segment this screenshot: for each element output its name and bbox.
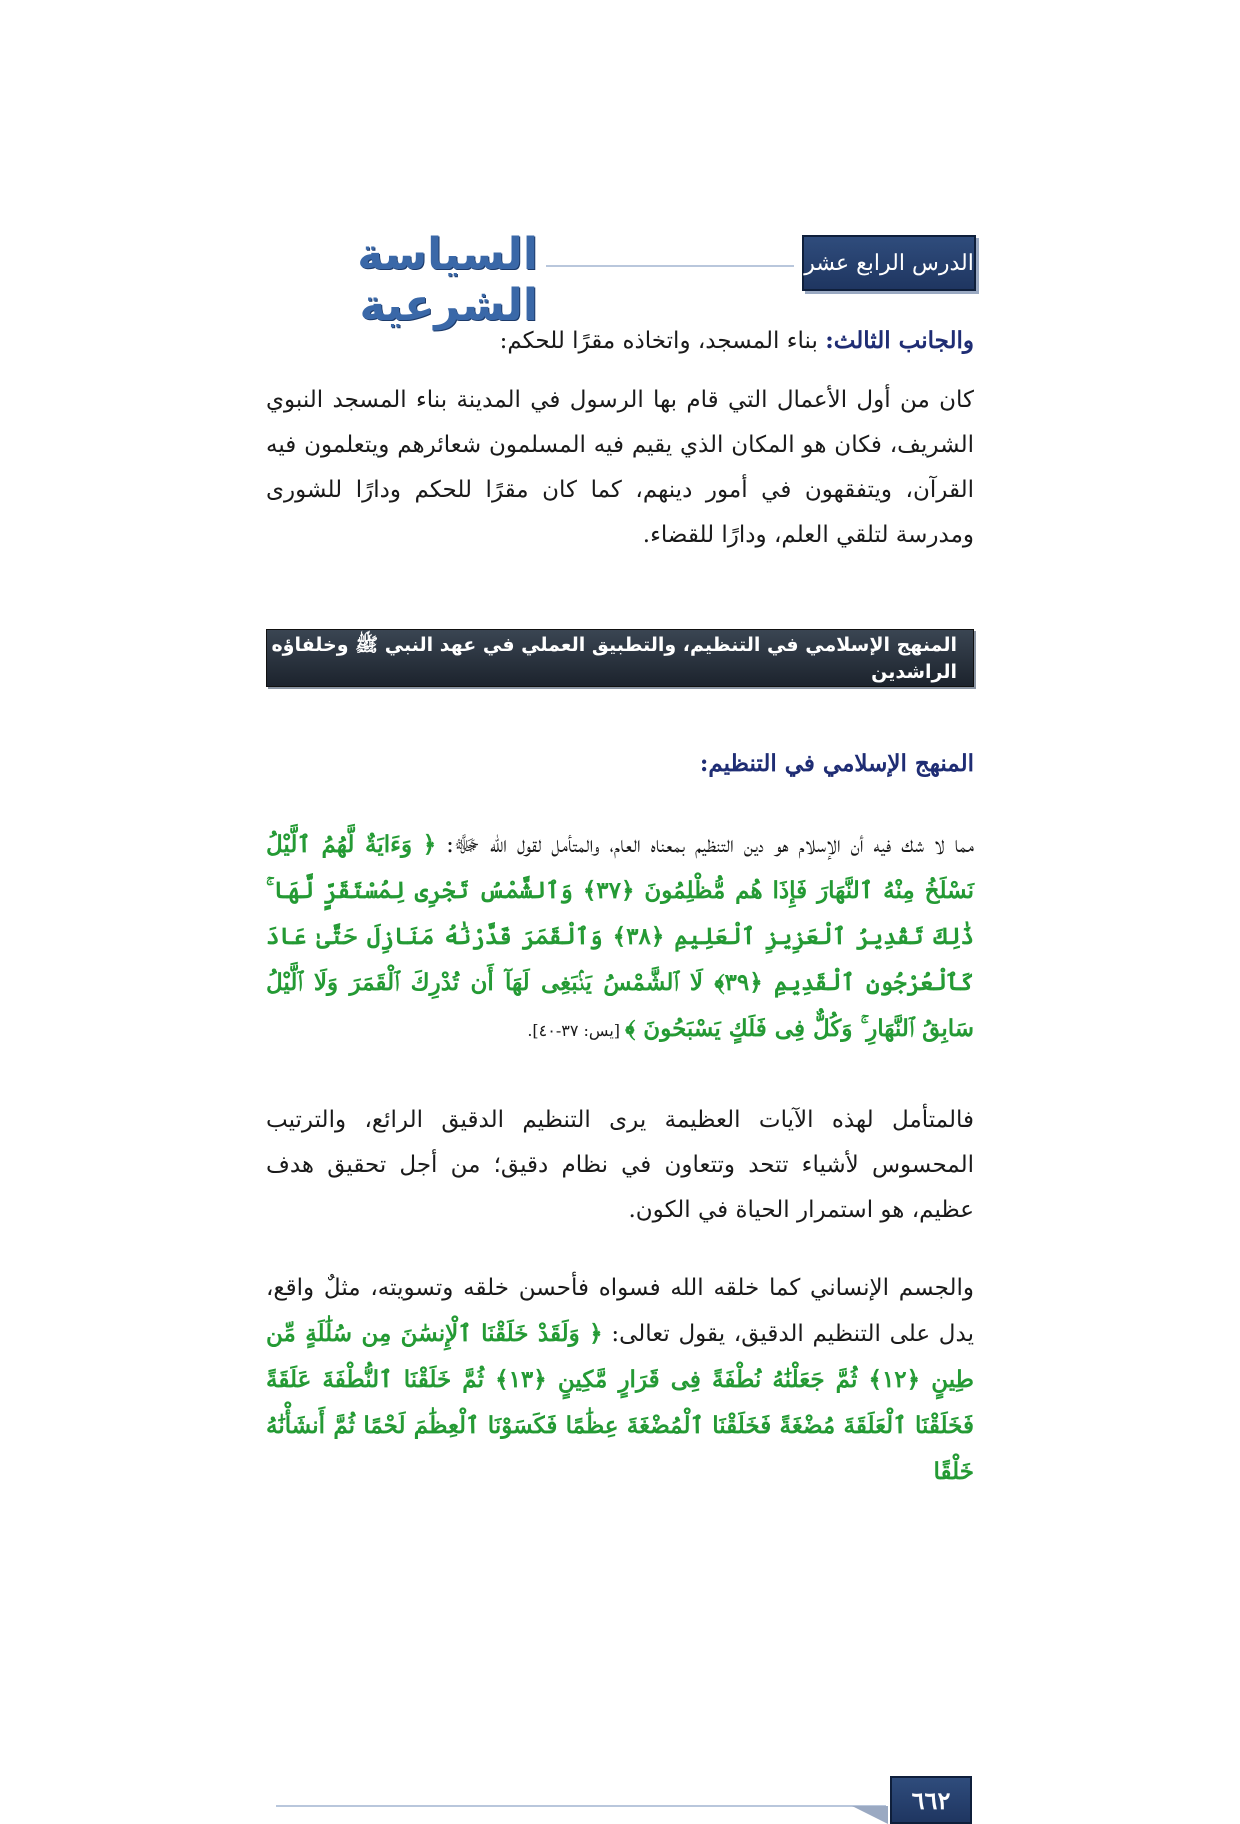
paragraph-1: كان من أول الأعمال التي قام بها الرسول في المدينة بناء المسجد النبوي الشريف، فكان هو المكان الذي يقيم فيه المسلمون شعائرهم ويتعلمون فيه القرآن، ويتفقهون في أمور دينهم، كما كان مقرًا للحكم ودارًا للشورى ومدرسة لتلقي العلم، ودارًا للقضاء. [266,387,974,548]
quran-verse-1: ﴿ وَءَايَةٌ لَّهُمُ ٱلَّيْلُ نَسْلَخُ مِنْهُ ٱلنَّهَارَ فَإِذَا هُم مُّظْلِمُونَ ﴿٣٧﴾ وَٱلشَّمْسُ تَجْرِى لِمُسْتَقَرٍّ لَّهَا ۚ ذَٰلِكَ تَقْدِيرُ ٱلْعَزِيزِ ٱلْعَلِيمِ ﴿٣٨﴾ وَٱلْقَمَرَ قَدَّرْنَٰهُ مَنَازِلَ حَتَّىٰ عَادَ كَٱلْعُرْجُونِ ٱلْقَدِيمِ ﴿٣٩﴾ لَا ٱلشَّمْسُ يَنۢبَغِى لَهَآ أَن تُدْرِكَ ٱلْقَمَرَ وَلَا ٱلَّيْلُ سَابِقُ ٱلنَّهَارِ ۚ وَكُلٌّ فِى فَلَكٍ يَسْبَحُونَ ﴾ [266,831,975,1042]
page-header [268,229,976,331]
section3-label: والجانب الثالث: [825,327,974,354]
lesson-tab: الدرس الرابع عشر [802,235,976,291]
paragraph-2-intro: مما لا شك فيه أن الإسلام هو دين التنظيم بمعناه العام، والمتأمل لقول الله ﷻ: [446,832,974,858]
section-banner: المنهج الإسلامي في التنظيم، والتطبيق العملي في عهد النبي ﷺ وخلفاؤه الراشدين [266,629,974,687]
footer-accent [852,1806,888,1824]
book-title: السياسة الشرعية [357,229,538,331]
paragraph-2 [266,822,974,1053]
quran-verse-2: ﴿ وَلَقَدْ خَلَقْنَا ٱلْإِنسَٰنَ مِن سُلَٰلَةٍ مِّن طِينٍ ﴿١٢﴾ ثُمَّ جَعَلْنَٰهُ نُطْفَةً فِى قَرَارٍ مَّكِينٍ ﴿١٣﴾ ثُمَّ خَلَقْنَا ٱلنُّطْفَةَ عَلَقَةً فَخَلَقْنَا ٱلْعَلَقَةَ مُضْغَةً فَخَلَقْنَا ٱلْمُضْغَةَ عِظَٰمًا فَكَسَوْنَا ٱلْعِظَٰمَ لَحْمًا ثُمَّ أَنشَأْنَٰهُ خَلْقًا [266,1320,974,1485]
paragraph-3: فالمتأمل لهذه الآيات العظيمة يرى التنظيم الدقيق الرائع، والترتيب المحسوس لأشياء تتحد وتتعاون في نظام دقيق؛ من أجل تحقيق هدف عظيم، هو استمرار الحياة في الكون. [266,1107,974,1223]
section3-heading [266,318,974,364]
subheading: المنهج الإسلامي في التنظيم: [699,750,974,777]
paragraph-4-intro: والجسم الإنساني كما خلقه الله فسواه فأحسن خلقه وتسويته، مثلٌ واقع، يدل على التنظيم الدقيق، يقول تعالى: [266,1275,974,1347]
section3-text: بناء المسجد، واتخاذه مقرًا للحكم: [499,328,826,354]
header-rule [546,265,794,267]
verse-1-reference: [يس: ٣٧-٤٠]. [527,1021,626,1040]
paragraph-4 [266,1266,974,1495]
page-number: ٦٦٢ [890,1776,972,1824]
footer-rule [276,1805,886,1807]
